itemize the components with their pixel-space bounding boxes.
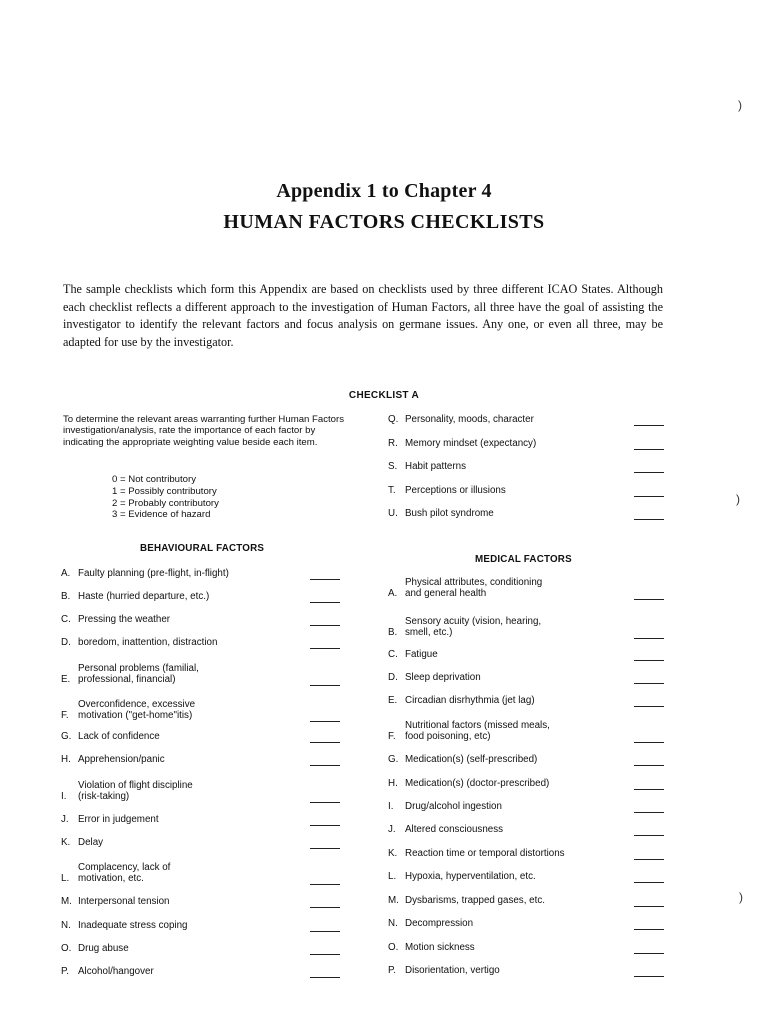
medical-item-m [388, 883, 664, 907]
behavioural-item-s [388, 449, 664, 473]
scale-value-3: 3 = Evidence of hazard [112, 509, 211, 521]
item-letter: E. [388, 695, 398, 707]
margin-mark: ) [739, 890, 743, 904]
medical-factors-heading: MEDICAL FACTORS [475, 554, 572, 565]
item-text: Sensory acuity (vision, hearing, smell, etc.) [405, 615, 542, 639]
item-letter: A. [388, 588, 398, 600]
margin-mark: ) [738, 98, 742, 112]
item-text: Complacency, lack of motivation, etc. [78, 861, 171, 885]
behavioural-factors-heading: BEHAVIOURAL FACTORS [140, 543, 265, 554]
behavioural-item-g [61, 719, 342, 743]
behavioural-item-j [61, 802, 342, 826]
behavioural-item-n [61, 908, 342, 932]
rating-blank[interactable] [634, 519, 664, 520]
item-letter: K. [388, 848, 398, 860]
item-text: Nutritional factors (missed meals, food poisoning, etc) [405, 719, 550, 743]
item-letter: N. [388, 918, 398, 930]
item-letter: E. [61, 674, 71, 686]
medical-item-e [388, 683, 664, 707]
scale-value-0: 0 = Not contributory [112, 474, 196, 485]
item-text: Disorientation, vertigo [405, 965, 500, 977]
item-text: Fatigue [405, 649, 438, 661]
item-text: Memory mindset (expectancy) [405, 438, 537, 450]
rating-instructions: To determine the relevant areas warranting further Human Factors investigation/analysis, rate the importance of each factor by indicating the appropriate weighting value beside each item. [63, 414, 345, 448]
item-text: Medication(s) (doctor-prescribed) [405, 778, 550, 790]
rating-blank[interactable] [310, 848, 340, 849]
behavioural-item-k [61, 825, 342, 849]
item-letter: L. [61, 873, 70, 885]
item-text: Apprehension/panic [78, 754, 165, 766]
item-text: Medication(s) (self-prescribed) [405, 754, 538, 766]
scale-value-1: 1 = Possibly contributory [112, 485, 217, 497]
item-letter: O. [61, 943, 72, 955]
item-letter: R. [388, 438, 398, 450]
item-letter: Q. [388, 414, 399, 426]
item-letter: G. [388, 754, 399, 766]
behavioural-item-h [61, 742, 342, 766]
medical-item-g [388, 742, 664, 766]
item-letter: N. [61, 920, 71, 932]
item-text: Faulty planning (pre-flight, in-flight) [78, 568, 229, 580]
medical-item-b [388, 615, 664, 639]
item-letter: G. [61, 731, 72, 743]
item-letter: S. [388, 461, 398, 473]
item-text: Habit patterns [405, 461, 466, 473]
behavioural-item-e [61, 662, 342, 686]
item-letter: C. [61, 614, 71, 626]
item-text: Violation of flight discipline (risk-taking) [78, 779, 193, 803]
medical-item-c [388, 637, 664, 661]
medical-item-j [388, 812, 664, 836]
item-text: Interpersonal tension [78, 896, 170, 908]
rating-blank[interactable] [310, 648, 340, 649]
checklist-a-label: CHECKLIST A [348, 390, 420, 401]
item-letter: P. [388, 965, 396, 977]
behavioural-item-i [61, 779, 342, 803]
margin-mark: ) [736, 492, 740, 506]
item-letter: F. [61, 710, 69, 722]
item-text: Physical attributes, conditioning and general health [405, 576, 543, 600]
item-text: Perceptions or illusions [405, 485, 506, 497]
item-letter: U. [388, 508, 398, 520]
medical-item-n [388, 906, 664, 930]
item-letter: C. [388, 649, 398, 661]
item-text: Sleep deprivation [405, 672, 481, 684]
item-text: Circadian disrhythmia (jet lag) [405, 695, 535, 707]
item-text: Alcohol/hangover [78, 966, 154, 978]
item-letter: I. [61, 791, 67, 803]
medical-item-o [388, 930, 664, 954]
behavioural-item-l [61, 861, 342, 885]
item-text: Altered consciousness [405, 824, 504, 836]
item-text: Drug/alcohol ingestion [405, 801, 502, 813]
item-text: Error in judgement [78, 814, 159, 826]
rating-blank[interactable] [634, 706, 664, 707]
item-text: Personal problems (familial, professional, financial) [78, 662, 199, 686]
item-letter: O. [388, 942, 399, 954]
medical-item-a [388, 576, 664, 600]
item-letter: M. [388, 895, 399, 907]
item-text: Delay [78, 837, 104, 849]
behavioural-item-b [61, 579, 342, 603]
medical-item-k [388, 836, 664, 860]
item-letter: I. [388, 801, 394, 813]
behavioural-item-a [61, 556, 342, 580]
behavioural-item-d [61, 625, 342, 649]
behavioural-item-q [388, 402, 664, 426]
item-text: Bush pilot syndrome [405, 508, 494, 520]
behavioural-item-u [388, 496, 664, 520]
item-text: Inadequate stress coping [78, 920, 188, 932]
item-letter: D. [61, 637, 71, 649]
item-letter: B. [61, 591, 71, 603]
rating-blank[interactable] [310, 765, 340, 766]
rating-scale [112, 474, 219, 521]
behavioural-item-t [388, 473, 664, 497]
behavioural-item-m [61, 884, 342, 908]
item-text: Reaction time or temporal distortions [405, 848, 565, 860]
medical-item-i [388, 789, 664, 813]
medical-item-d [388, 660, 664, 684]
item-text: boredom, inattention, distraction [78, 637, 218, 649]
behavioural-item-p [61, 954, 342, 978]
appendix-title: Appendix 1 to Chapter 4 [276, 180, 492, 202]
item-letter: M. [61, 896, 72, 908]
item-text: Personality, moods, character [405, 414, 534, 426]
checklists-title: HUMAN FACTORS CHECKLISTS [223, 211, 545, 233]
item-text: Hypoxia, hyperventilation, etc. [405, 871, 536, 883]
item-text: Dysbarisms, trapped gases, etc. [405, 895, 545, 907]
item-text: Overconfidence, excessive motivation ("get-home"itis) [78, 698, 196, 722]
item-letter: P. [61, 966, 69, 978]
scale-value-2: 2 = Probably contributory [112, 497, 219, 509]
item-text: Drug abuse [78, 943, 129, 955]
item-letter: J. [388, 824, 396, 836]
item-letter: D. [388, 672, 398, 684]
medical-item-l [388, 859, 664, 883]
behavioural-item-o [61, 931, 342, 955]
item-letter: H. [388, 778, 398, 790]
behavioural-item-c [61, 602, 342, 626]
item-text: Pressing the weather [78, 614, 171, 626]
medical-item-f [388, 719, 664, 743]
rating-blank[interactable] [310, 685, 340, 686]
item-letter: L. [388, 871, 397, 883]
item-text: Motion sickness [405, 942, 475, 954]
item-letter: K. [61, 837, 71, 849]
medical-item-p [388, 953, 664, 977]
medical-item-h [388, 766, 664, 790]
item-letter: A. [61, 568, 71, 580]
item-text: Decompression [405, 918, 474, 930]
rating-blank[interactable] [634, 976, 664, 977]
item-letter: J. [61, 814, 69, 826]
item-letter: T. [388, 485, 396, 497]
rating-blank[interactable] [634, 599, 664, 600]
behavioural-item-r [388, 426, 664, 450]
item-letter: H. [61, 754, 71, 766]
item-letter: F. [388, 731, 396, 743]
rating-blank[interactable] [310, 977, 340, 978]
item-letter: B. [388, 627, 398, 639]
item-text: Lack of confidence [78, 731, 160, 743]
item-text: Haste (hurried departure, etc.) [78, 591, 210, 603]
intro-paragraph: The sample checklists which form this Appendix are based on checklists used by three different ICAO States. Although each checklist reflects a different approach to the investigation of Human Factors, all three have the goal of assisting the investigator to identify the relevant factors and focus analysis on germane issues. Any one, or even all three, may be adapted for use by the investigator. [63, 282, 663, 349]
